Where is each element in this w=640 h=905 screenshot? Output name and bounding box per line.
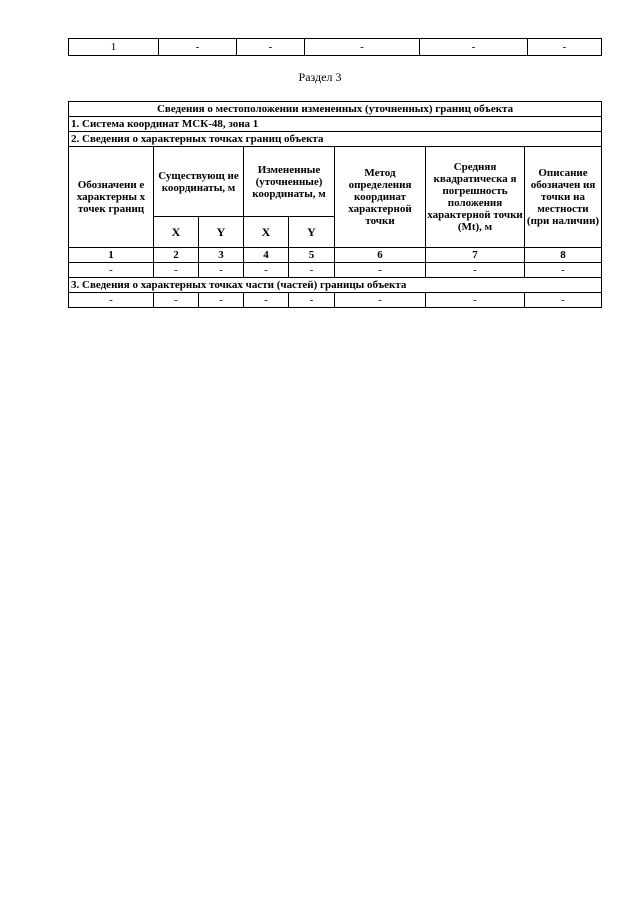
table-cell: - bbox=[335, 293, 426, 308]
part-points-heading-row bbox=[69, 278, 602, 293]
part-points-heading: 3. Сведения о характерных точках части (частей) границы объекта bbox=[69, 278, 602, 293]
table-cell: - bbox=[199, 293, 244, 308]
table-cell: - bbox=[289, 263, 335, 278]
table-cell: - bbox=[525, 263, 602, 278]
table-cell: - bbox=[244, 293, 289, 308]
coord-system: 1. Система координат МСК-48, зона 1 bbox=[69, 117, 602, 132]
header-existing: Существующ ие координаты, м bbox=[154, 147, 244, 217]
table-cell: - bbox=[154, 263, 199, 278]
table-row bbox=[69, 39, 602, 56]
table-cell: - bbox=[335, 263, 426, 278]
coord-system-row bbox=[69, 117, 602, 132]
table-cell: - bbox=[69, 263, 154, 278]
table-cell: 1 bbox=[69, 39, 159, 56]
table-title: Сведения о местоположении измененных (уточненных) границ объекта bbox=[69, 102, 602, 117]
column-number: 3 bbox=[199, 248, 244, 263]
table-cell: - bbox=[289, 293, 335, 308]
table-cell: - bbox=[244, 263, 289, 278]
table-cell: - bbox=[199, 263, 244, 278]
column-numbers-row bbox=[69, 248, 602, 263]
table-cell: - bbox=[426, 263, 525, 278]
table-cell: - bbox=[237, 39, 305, 56]
table-cell: - bbox=[305, 39, 420, 56]
column-number: 4 bbox=[244, 248, 289, 263]
boundary-points-heading-row bbox=[69, 132, 602, 147]
header-changed-x: X bbox=[244, 217, 289, 248]
header-changed-y: Y bbox=[289, 217, 335, 248]
header-rms-error: Средняя квадратическа я погрешность положения характерной точки (Mt), м bbox=[426, 147, 525, 248]
table-cell: - bbox=[159, 39, 237, 56]
column-number: 2 bbox=[154, 248, 199, 263]
column-number: 7 bbox=[426, 248, 525, 263]
section-title: Раздел 3 bbox=[298, 70, 342, 84]
column-number: 5 bbox=[289, 248, 335, 263]
column-number: 6 bbox=[335, 248, 426, 263]
continuation-table bbox=[68, 38, 602, 56]
table-cell: - bbox=[528, 39, 602, 56]
table-cell: - bbox=[525, 293, 602, 308]
table-title-row bbox=[69, 102, 602, 117]
column-number: 1 bbox=[69, 248, 154, 263]
table-cell: - bbox=[426, 293, 525, 308]
header-method: Метод определения координат характерной точки bbox=[335, 147, 426, 248]
header-existing-x: X bbox=[154, 217, 199, 248]
table-cell: - bbox=[420, 39, 528, 56]
table-cell: - bbox=[154, 293, 199, 308]
header-changed: Измененные (уточненные) координаты, м bbox=[244, 147, 335, 217]
header-row bbox=[69, 147, 602, 217]
header-designation: Обозначени е характерны х точек границ bbox=[69, 147, 154, 248]
table-cell: - bbox=[69, 293, 154, 308]
header-existing-y: Y bbox=[199, 217, 244, 248]
table-row bbox=[69, 293, 602, 308]
column-number: 8 bbox=[525, 248, 602, 263]
header-description: Описание обозначен ия точки на местности (при наличии) bbox=[525, 147, 602, 248]
boundary-points-heading: 2. Сведения о характерных точках границ объекта bbox=[69, 132, 602, 147]
table-row bbox=[69, 263, 602, 278]
boundary-table bbox=[68, 101, 602, 308]
